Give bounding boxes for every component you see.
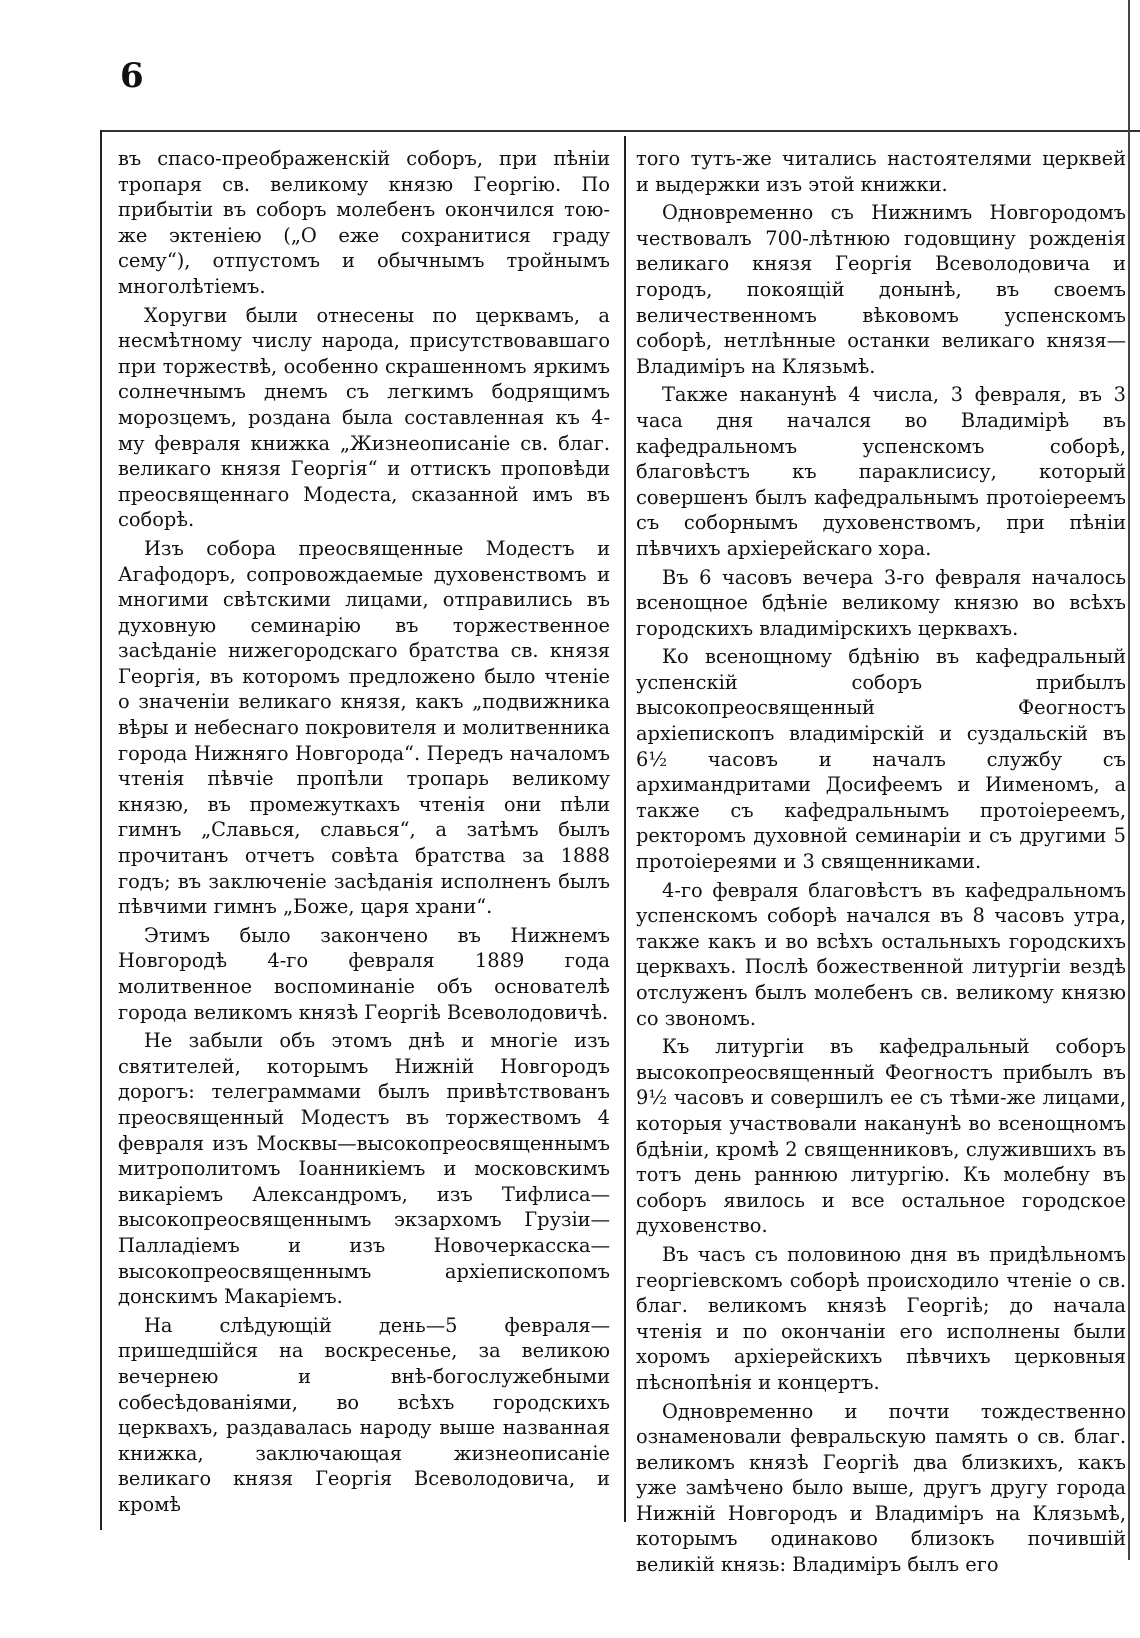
page-number: 6 (120, 56, 144, 96)
paragraph: Изъ собора преосвященные Модестъ и Агафодоръ, сопровождаемые духовенствомъ и многими свѣтскими лицами, отправились въ духовную семинарію въ торжественное засѣданіе нижегородскаго братства св. князя Георгія, въ которомъ предложено было чтеніе о значеніи великаго князя, какъ „подвижника вѣры и небеснаго покровителя и молитвенника города Нижняго Новгорода“. Передъ началомъ чтенія пѣвчіе пропѣли тропарь великому князю, въ промежуткахъ чтенія они пѣли гимнъ „Славься, славься“, а затѣмъ былъ прочитанъ отчетъ совѣта братства за 1888 годъ; въ заключеніе засѣданія исполненъ былъ пѣвчими гимнъ „Боже, царя храни“. (118, 536, 610, 919)
paragraph: Ко всенощному бдѣнію въ кафедральный успенскій соборъ прибылъ высокопреосвященный Феогностъ архіепископъ владимірскій и суздальскій въ 6½ часовъ и началъ службу съ архимандритами Досифеемъ и Иименомъ, а также съ кафедральнымъ протоіереемъ, ректоромъ духовной семинаріи и съ другими 5 протоіереями и 3 священниками. (636, 645, 1126, 874)
paragraph: Не забыли объ этомъ днѣ и многіе изъ святителей, которымъ Нижній Новгородъ дорогъ: телеграммами былъ привѣтствованъ преосвященный Модестъ въ торжествомъ 4 февраля изъ Москвы—высокопреосвященнымъ митрополитомъ Іоанникіемъ и московскимъ викаріемъ Александромъ, изъ Тифлиса—высокопреосвященнымъ экзархомъ Грузіи—Палладіемъ и изъ Новочеркасска—высокопреосвященнымъ архіепископомъ донскимъ Макаріемъ. (118, 1029, 610, 1309)
paragraph: Въ 6 часовъ вечера 3-го февраля началось всенощное бдѣніе великому князю во всѣхъ городскихъ владимірскихъ церквахъ. (636, 565, 1126, 640)
paragraph: Въ часъ съ половиною дня въ придѣльномъ георгіевскомъ соборѣ происходило чтеніе о св. благ. великомъ князѣ Георгіѣ; до начала чтенія и по окончаніи его исполнены были хоромъ архіерейскихъ пѣвчихъ церковныя пѣснопѣнія и концертъ. (636, 1242, 1126, 1394)
header-rule (100, 130, 1140, 132)
column-divider (624, 136, 626, 1522)
paragraph: того тутъ-же читались настоятелями церквей и выдержки изъ этой книжки. (636, 147, 1126, 196)
paragraph: Къ литургіи въ кафедральный соборъ высокопреосвященный Феогностъ прибылъ въ 9½ часовъ и совершилъ ее съ тѣми-же лицами, которыя участвовали наканунѣ во всенощномъ бдѣніи, кромѣ 2 священниковъ, служившихъ въ тотъ день раннюю литургію. Къ молебну въ соборъ явилось и все остальное городское духовенство. (636, 1035, 1126, 1238)
paragraph: Этимъ было закончено въ Нижнемъ Новгородѣ 4-го февраля 1889 года молитвенное воспоминаніе объ основателѣ города великомъ князѣ Георгіѣ Всеволодовичѣ. (118, 923, 610, 1024)
paragraph: Хоругви были отнесены по церквамъ, а несмѣтному числу народа, присутствовавшаго при торжествѣ, особенно скрашенномъ яркимъ солнечнымъ днемъ съ легкимъ бодрящимъ морозцемъ, роздана была составленная къ 4-му февраля книжка „Жизнеописаніе св. благ. великаго князя Георгія“ и оттискъ проповѣди преосвященнаго Модеста, сказанной имъ въ соборѣ. (118, 303, 610, 532)
paragraph: въ спасо-преображенскій соборъ, при пѣніи тропаря св. великому князю Георгію. По прибытіи въ соборъ молебенъ окончился тою-же эктеніею („О еже сохранитися граду сему“), отпустомъ и обычнымъ тройнымъ многолѣтіемъ. (118, 147, 610, 298)
right-column (636, 146, 1126, 1581)
paragraph: Одновременно и почти тождественно ознаменовали февральскую память о св. благ. великомъ князѣ Георгіѣ два близкихъ, какъ уже замѣчено было выше, другъ другу города Нижній Новгородъ и Владиміръ на Клязьмѣ, которымъ одинаково близокъ почившій великій князь: Владиміръ былъ его (636, 1399, 1126, 1577)
paragraph: На слѣдующій день—5 февраля—пришедшійся на воскресенье, за великою вечернею и внѣ-богослужебными собесѣдованіями, во всѣхъ городскихъ церквахъ, раздавалась народу выше названная книжка, заключающая жизнеописаніе великаго князя Георгія Всеволодовича, и кромѣ (118, 1313, 610, 1516)
paragraph: 4-го февраля благовѣстъ въ кафедральномъ успенскомъ соборѣ начался въ 8 часовъ утра, также какъ и во всѣхъ остальныхъ городскихъ церквахъ. Послѣ божественной литургіи вездѣ отслуженъ былъ молебенъ св. великому князю со звономъ. (636, 878, 1126, 1030)
paragraph: Одновременно съ Нижнимъ Новгородомъ чествовалъ 700-лѣтнюю годовщину рожденія великаго князя Георгія Всеволодовича и городъ, покоящій донынѣ, въ своемъ величественномъ вѣковомъ успенскомъ соборѣ, нетлѣнные останки великаго князя— Владиміръ на Клязьмѣ. (636, 201, 1126, 378)
left-border-rule (100, 130, 102, 1530)
left-column (118, 146, 610, 1520)
paragraph: Также наканунѣ 4 числа, 3 февраля, въ 3 часа дня начался во Владимірѣ въ кафедральномъ успенскомъ соборѣ, благовѣстъ къ параклисису, который совершенъ былъ кафедральнымъ протоіереемъ съ соборнымъ духовенствомъ, при пѣніи пѣвчихъ архіерейскаго хора. (636, 383, 1126, 560)
right-border-rule (1128, 0, 1130, 1560)
